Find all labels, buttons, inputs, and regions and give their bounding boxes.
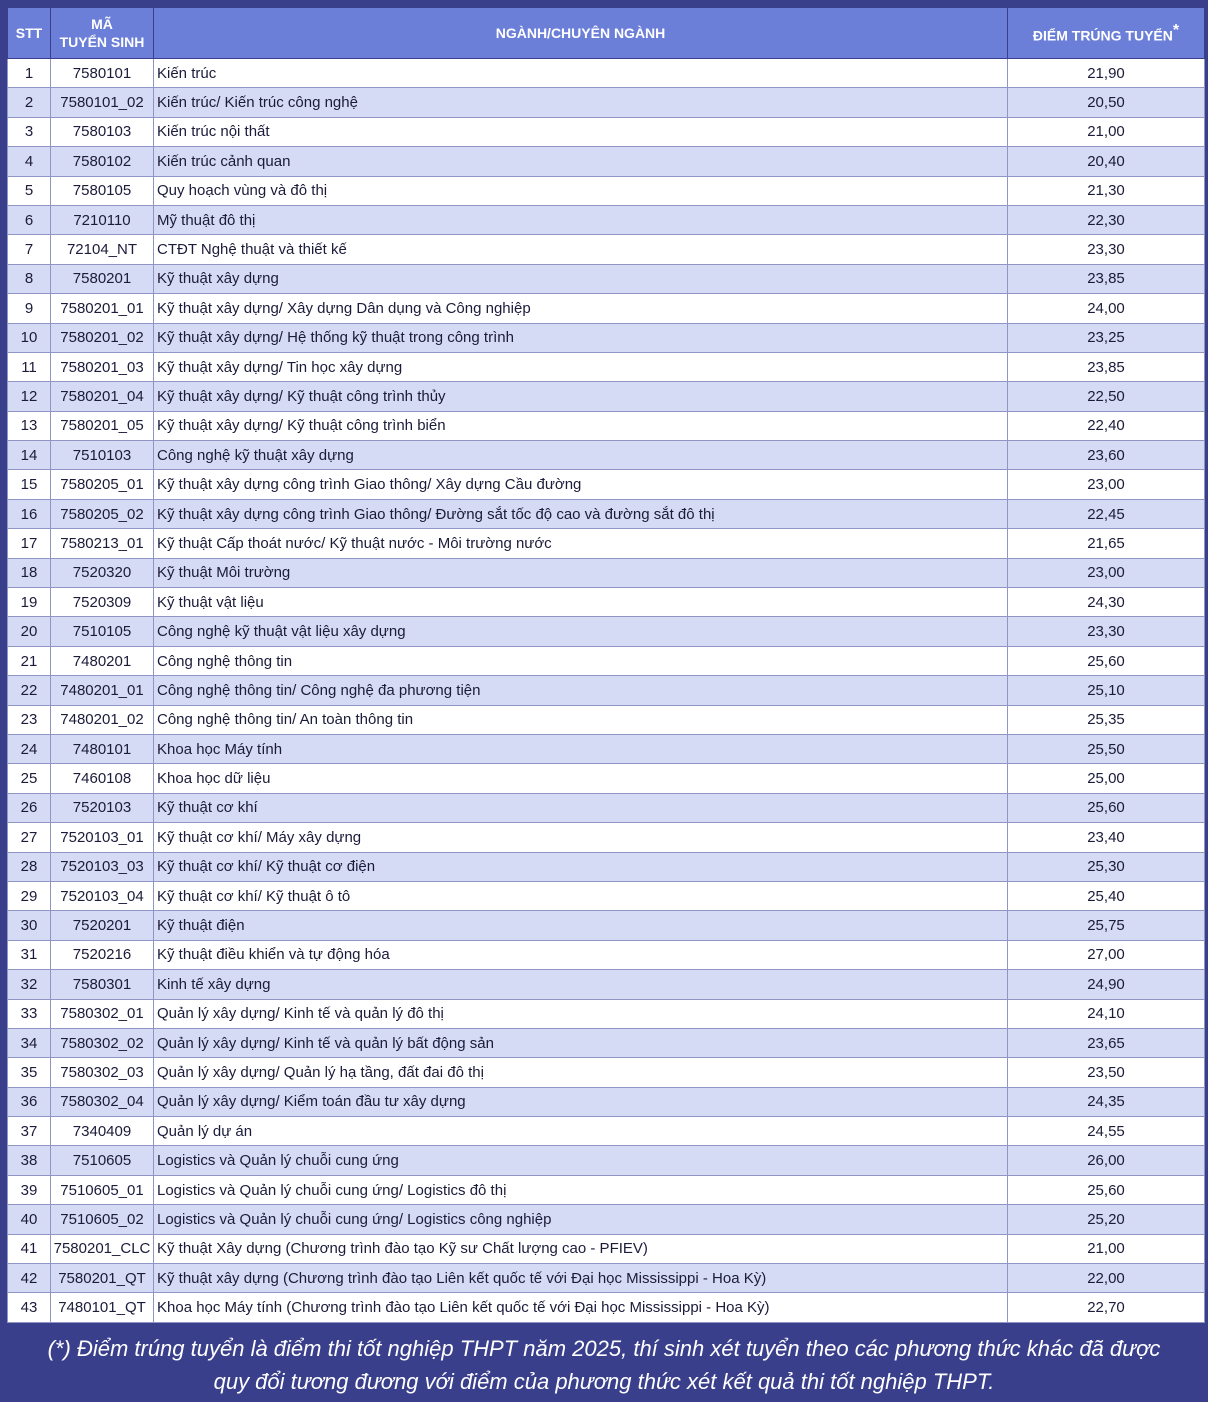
row-score: 22,30: [1008, 205, 1205, 234]
row-major: Kỹ thuật xây dựng/ Kỹ thuật công trình thủy: [154, 382, 1008, 411]
table-row: [8, 911, 1205, 940]
table-row: [8, 764, 1205, 793]
row-score: 21,90: [1008, 59, 1205, 88]
row-stt: 30: [8, 911, 51, 940]
table-row: [8, 1058, 1205, 1087]
footnote-line-2: quy đổi tương đương với điểm của phương thức xét kết quả thi tốt nghiệp THPT.: [213, 1369, 995, 1394]
header-code-line2: TUYỂN SINH: [59, 34, 145, 50]
row-score: 23,85: [1008, 264, 1205, 293]
table-row: [8, 999, 1205, 1028]
row-score: 25,35: [1008, 705, 1205, 734]
table-row: [8, 793, 1205, 822]
table-row: [8, 734, 1205, 763]
row-code: 7580201: [51, 264, 154, 293]
row-code: 7580201_02: [51, 323, 154, 352]
row-score: 23,30: [1008, 617, 1205, 646]
row-stt: 34: [8, 1028, 51, 1057]
row-code: 7580205_02: [51, 499, 154, 528]
row-code: 7580213_01: [51, 529, 154, 558]
row-code: 7510605_02: [51, 1205, 154, 1234]
row-stt: 39: [8, 1175, 51, 1204]
row-code: 7520201: [51, 911, 154, 940]
header-major: NGÀNH/CHUYÊN NGÀNH: [154, 8, 1008, 59]
row-code: 7580205_01: [51, 470, 154, 499]
row-stt: 10: [8, 323, 51, 352]
row-stt: 23: [8, 705, 51, 734]
row-stt: 43: [8, 1293, 51, 1322]
row-code: 7460108: [51, 764, 154, 793]
row-stt: 26: [8, 793, 51, 822]
table-row: [8, 147, 1205, 176]
row-stt: 25: [8, 764, 51, 793]
row-stt: 13: [8, 411, 51, 440]
table-row: [8, 588, 1205, 617]
table-row: [8, 88, 1205, 117]
row-score: 23,65: [1008, 1028, 1205, 1057]
row-code: 7510605_01: [51, 1175, 154, 1204]
header-code-line1: MÃ: [91, 16, 113, 32]
table-row: [8, 323, 1205, 352]
row-major: Kỹ thuật vật liệu: [154, 588, 1008, 617]
row-code: 7520103: [51, 793, 154, 822]
row-major: Logistics và Quản lý chuỗi cung ứng: [154, 1146, 1008, 1175]
footnote: [0, 1332, 1208, 1398]
table-row: [8, 1175, 1205, 1204]
row-score: 23,85: [1008, 352, 1205, 381]
row-stt: 40: [8, 1205, 51, 1234]
row-score: 27,00: [1008, 940, 1205, 969]
row-stt: 21: [8, 646, 51, 675]
row-score: 24,30: [1008, 588, 1205, 617]
row-code: 7480101_QT: [51, 1293, 154, 1322]
row-code: 7520103_03: [51, 852, 154, 881]
row-score: 22,00: [1008, 1264, 1205, 1293]
table-row: [8, 1028, 1205, 1057]
row-score: 22,45: [1008, 499, 1205, 528]
row-stt: 42: [8, 1264, 51, 1293]
row-score: 21,00: [1008, 1234, 1205, 1263]
row-score: 25,60: [1008, 646, 1205, 675]
row-stt: 14: [8, 441, 51, 470]
row-code: 7580201_QT: [51, 1264, 154, 1293]
row-stt: 17: [8, 529, 51, 558]
header-score-asterisk: *: [1172, 21, 1180, 39]
row-score: 23,40: [1008, 823, 1205, 852]
row-major: Kiến trúc nội thất: [154, 117, 1008, 146]
header-score-label: ĐIỂM TRÚNG TUYỂN: [1032, 27, 1173, 44]
row-stt: 7: [8, 235, 51, 264]
row-stt: 24: [8, 734, 51, 763]
row-stt: 33: [8, 999, 51, 1028]
header-code: [51, 8, 154, 59]
table-row: [8, 235, 1205, 264]
row-score: 25,60: [1008, 1175, 1205, 1204]
row-stt: 12: [8, 382, 51, 411]
row-stt: 41: [8, 1234, 51, 1263]
table-row: [8, 294, 1205, 323]
row-stt: 32: [8, 970, 51, 999]
row-stt: 2: [8, 88, 51, 117]
row-major: Kinh tế xây dựng: [154, 970, 1008, 999]
row-major: Kỹ thuật cơ khí: [154, 793, 1008, 822]
table-row: [8, 558, 1205, 587]
table-row: [8, 676, 1205, 705]
row-major: Kỹ thuật xây dựng/ Kỹ thuật công trình biển: [154, 411, 1008, 440]
table-row: [8, 1146, 1205, 1175]
row-major: Kiến trúc/ Kiến trúc công nghệ: [154, 88, 1008, 117]
table-row: [8, 470, 1205, 499]
row-major: Kỹ thuật Cấp thoát nước/ Kỹ thuật nước - Môi trường nước: [154, 529, 1008, 558]
row-major: Kỹ thuật xây dựng/ Xây dựng Dân dụng và Công nghiệp: [154, 294, 1008, 323]
table-row: [8, 352, 1205, 381]
table-row: [8, 382, 1205, 411]
table-row: [8, 1205, 1205, 1234]
row-score: 24,55: [1008, 1117, 1205, 1146]
row-stt: 4: [8, 147, 51, 176]
row-score: 25,50: [1008, 734, 1205, 763]
row-score: 23,50: [1008, 1058, 1205, 1087]
row-stt: 18: [8, 558, 51, 587]
admission-score-table: [7, 7, 1205, 1323]
row-major: Công nghệ thông tin/ Công nghệ đa phương tiện: [154, 676, 1008, 705]
row-major: Kỹ thuật điện: [154, 911, 1008, 940]
row-score: 23,30: [1008, 235, 1205, 264]
row-code: 7580302_04: [51, 1087, 154, 1116]
row-stt: 19: [8, 588, 51, 617]
table-row: [8, 441, 1205, 470]
table-header: [8, 8, 1205, 59]
row-score: 20,50: [1008, 88, 1205, 117]
row-code: 7340409: [51, 1117, 154, 1146]
row-code: 7480201: [51, 646, 154, 675]
row-code: 7520309: [51, 588, 154, 617]
row-stt: 38: [8, 1146, 51, 1175]
table-row: [8, 705, 1205, 734]
row-code: 7580201_05: [51, 411, 154, 440]
row-major: Khoa học Máy tính: [154, 734, 1008, 763]
table-row: [8, 205, 1205, 234]
row-code: 7520320: [51, 558, 154, 587]
row-stt: 27: [8, 823, 51, 852]
row-code: 7580101_02: [51, 88, 154, 117]
footnote-line-1: (*) Điểm trúng tuyển là điểm thi tốt nghiệp THPT năm 2025, thí sinh xét tuyển theo các phương thức khác đã được: [47, 1336, 1161, 1361]
row-major: Khoa học dữ liệu: [154, 764, 1008, 793]
row-major: Kỹ thuật xây dựng công trình Giao thông/ Đường sắt tốc độ cao và đường sắt đô thị: [154, 499, 1008, 528]
row-major: Công nghệ thông tin/ An toàn thông tin: [154, 705, 1008, 734]
row-stt: 5: [8, 176, 51, 205]
table-row: [8, 499, 1205, 528]
row-score: 23,25: [1008, 323, 1205, 352]
row-code: 7520103_01: [51, 823, 154, 852]
row-stt: 9: [8, 294, 51, 323]
row-score: 23,60: [1008, 441, 1205, 470]
row-major: Kỹ thuật xây dựng: [154, 264, 1008, 293]
row-major: Kỹ thuật Xây dựng (Chương trình đào tạo Kỹ sư Chất lượng cao - PFIEV): [154, 1234, 1008, 1263]
row-stt: 31: [8, 940, 51, 969]
row-code: 7520216: [51, 940, 154, 969]
table-row: [8, 646, 1205, 675]
row-code: 7510605: [51, 1146, 154, 1175]
row-score: 25,00: [1008, 764, 1205, 793]
row-major: CTĐT Nghệ thuật và thiết kế: [154, 235, 1008, 264]
row-major: Quản lý dự án: [154, 1117, 1008, 1146]
row-stt: 29: [8, 881, 51, 910]
table-row: [8, 617, 1205, 646]
row-major: Kỹ thuật xây dựng (Chương trình đào tạo Liên kết quốc tế với Đại học Mississippi - Hoa Kỳ): [154, 1264, 1008, 1293]
row-major: Kỹ thuật xây dựng/ Tin học xây dựng: [154, 352, 1008, 381]
row-score: 23,00: [1008, 470, 1205, 499]
row-score: 22,50: [1008, 382, 1205, 411]
table-row: [8, 529, 1205, 558]
row-major: Kiến trúc cảnh quan: [154, 147, 1008, 176]
row-code: 7480101: [51, 734, 154, 763]
table-row: [8, 59, 1205, 88]
table-row: [8, 970, 1205, 999]
row-score: 24,90: [1008, 970, 1205, 999]
row-code: 7480201_01: [51, 676, 154, 705]
header-score: [1008, 8, 1205, 59]
row-major: Quản lý xây dựng/ Kinh tế và quản lý đô thị: [154, 999, 1008, 1028]
row-code: 7580101: [51, 59, 154, 88]
row-score: 25,40: [1008, 881, 1205, 910]
row-score: 26,00: [1008, 1146, 1205, 1175]
row-stt: 3: [8, 117, 51, 146]
row-major: Mỹ thuật đô thị: [154, 205, 1008, 234]
row-code: 7510103: [51, 441, 154, 470]
table-row: [8, 881, 1205, 910]
row-code: 7510105: [51, 617, 154, 646]
table-row: [8, 823, 1205, 852]
row-major: Công nghệ kỹ thuật vật liệu xây dựng: [154, 617, 1008, 646]
row-stt: 15: [8, 470, 51, 499]
row-score: 22,40: [1008, 411, 1205, 440]
row-stt: 6: [8, 205, 51, 234]
table-row: [8, 1293, 1205, 1322]
row-score: 25,75: [1008, 911, 1205, 940]
row-major: Quản lý xây dựng/ Quản lý hạ tầng, đất đai đô thị: [154, 1058, 1008, 1087]
table-row: [8, 264, 1205, 293]
row-score: 22,70: [1008, 1293, 1205, 1322]
row-major: Kỹ thuật cơ khí/ Máy xây dựng: [154, 823, 1008, 852]
row-stt: 11: [8, 352, 51, 381]
table-row: [8, 1234, 1205, 1263]
row-score: 21,65: [1008, 529, 1205, 558]
row-major: Quản lý xây dựng/ Kinh tế và quản lý bất động sản: [154, 1028, 1008, 1057]
row-score: 24,10: [1008, 999, 1205, 1028]
row-major: Logistics và Quản lý chuỗi cung ứng/ Logistics đô thị: [154, 1175, 1008, 1204]
row-major: Logistics và Quản lý chuỗi cung ứng/ Logistics công nghiệp: [154, 1205, 1008, 1234]
table-row: [8, 1117, 1205, 1146]
row-major: Khoa học Máy tính (Chương trình đào tạo Liên kết quốc tế với Đại học Mississippi - Hoa Kỳ): [154, 1293, 1008, 1322]
row-stt: 1: [8, 59, 51, 88]
row-score: 21,30: [1008, 176, 1205, 205]
row-score: 25,20: [1008, 1205, 1205, 1234]
row-code: 7580201_CLC: [51, 1234, 154, 1263]
row-score: 20,40: [1008, 147, 1205, 176]
row-stt: 22: [8, 676, 51, 705]
row-score: 25,10: [1008, 676, 1205, 705]
row-score: 21,00: [1008, 117, 1205, 146]
row-score: 25,60: [1008, 793, 1205, 822]
row-major: Kỹ thuật Môi trường: [154, 558, 1008, 587]
row-score: 24,00: [1008, 294, 1205, 323]
table-body: [8, 59, 1205, 1323]
table-row: [8, 1264, 1205, 1293]
row-code: 7580301: [51, 970, 154, 999]
row-code: 7580201_01: [51, 294, 154, 323]
row-score: 25,30: [1008, 852, 1205, 881]
table-row: [8, 1087, 1205, 1116]
row-code: 72104_NT: [51, 235, 154, 264]
row-code: 7210110: [51, 205, 154, 234]
row-major: Kỹ thuật cơ khí/ Kỹ thuật ô tô: [154, 881, 1008, 910]
row-major: Quản lý xây dựng/ Kiểm toán đầu tư xây dựng: [154, 1087, 1008, 1116]
row-stt: 36: [8, 1087, 51, 1116]
row-score: 24,35: [1008, 1087, 1205, 1116]
row-score: 23,00: [1008, 558, 1205, 587]
table-row: [8, 117, 1205, 146]
admission-table-container: [7, 7, 1204, 1323]
row-code: 7580105: [51, 176, 154, 205]
row-stt: 35: [8, 1058, 51, 1087]
row-major: Công nghệ thông tin: [154, 646, 1008, 675]
row-major: Kiến trúc: [154, 59, 1008, 88]
table-row: [8, 411, 1205, 440]
row-stt: 28: [8, 852, 51, 881]
row-major: Kỹ thuật xây dựng công trình Giao thông/ Xây dựng Cầu đường: [154, 470, 1008, 499]
row-major: Kỹ thuật xây dựng/ Hệ thống kỹ thuật trong công trình: [154, 323, 1008, 352]
row-code: 7480201_02: [51, 705, 154, 734]
row-major: Kỹ thuật cơ khí/ Kỹ thuật cơ điện: [154, 852, 1008, 881]
row-code: 7520103_04: [51, 881, 154, 910]
row-code: 7580103: [51, 117, 154, 146]
header-stt: STT: [8, 8, 51, 59]
row-code: 7580201_04: [51, 382, 154, 411]
table-row: [8, 176, 1205, 205]
row-code: 7580102: [51, 147, 154, 176]
row-code: 7580302_01: [51, 999, 154, 1028]
row-code: 7580201_03: [51, 352, 154, 381]
table-row: [8, 940, 1205, 969]
row-stt: 16: [8, 499, 51, 528]
row-major: Công nghệ kỹ thuật xây dựng: [154, 441, 1008, 470]
row-stt: 8: [8, 264, 51, 293]
table-row: [8, 852, 1205, 881]
row-major: Kỹ thuật điều khiển và tự động hóa: [154, 940, 1008, 969]
row-stt: 20: [8, 617, 51, 646]
row-code: 7580302_02: [51, 1028, 154, 1057]
row-major: Quy hoạch vùng và đô thị: [154, 176, 1008, 205]
row-stt: 37: [8, 1117, 51, 1146]
row-code: 7580302_03: [51, 1058, 154, 1087]
